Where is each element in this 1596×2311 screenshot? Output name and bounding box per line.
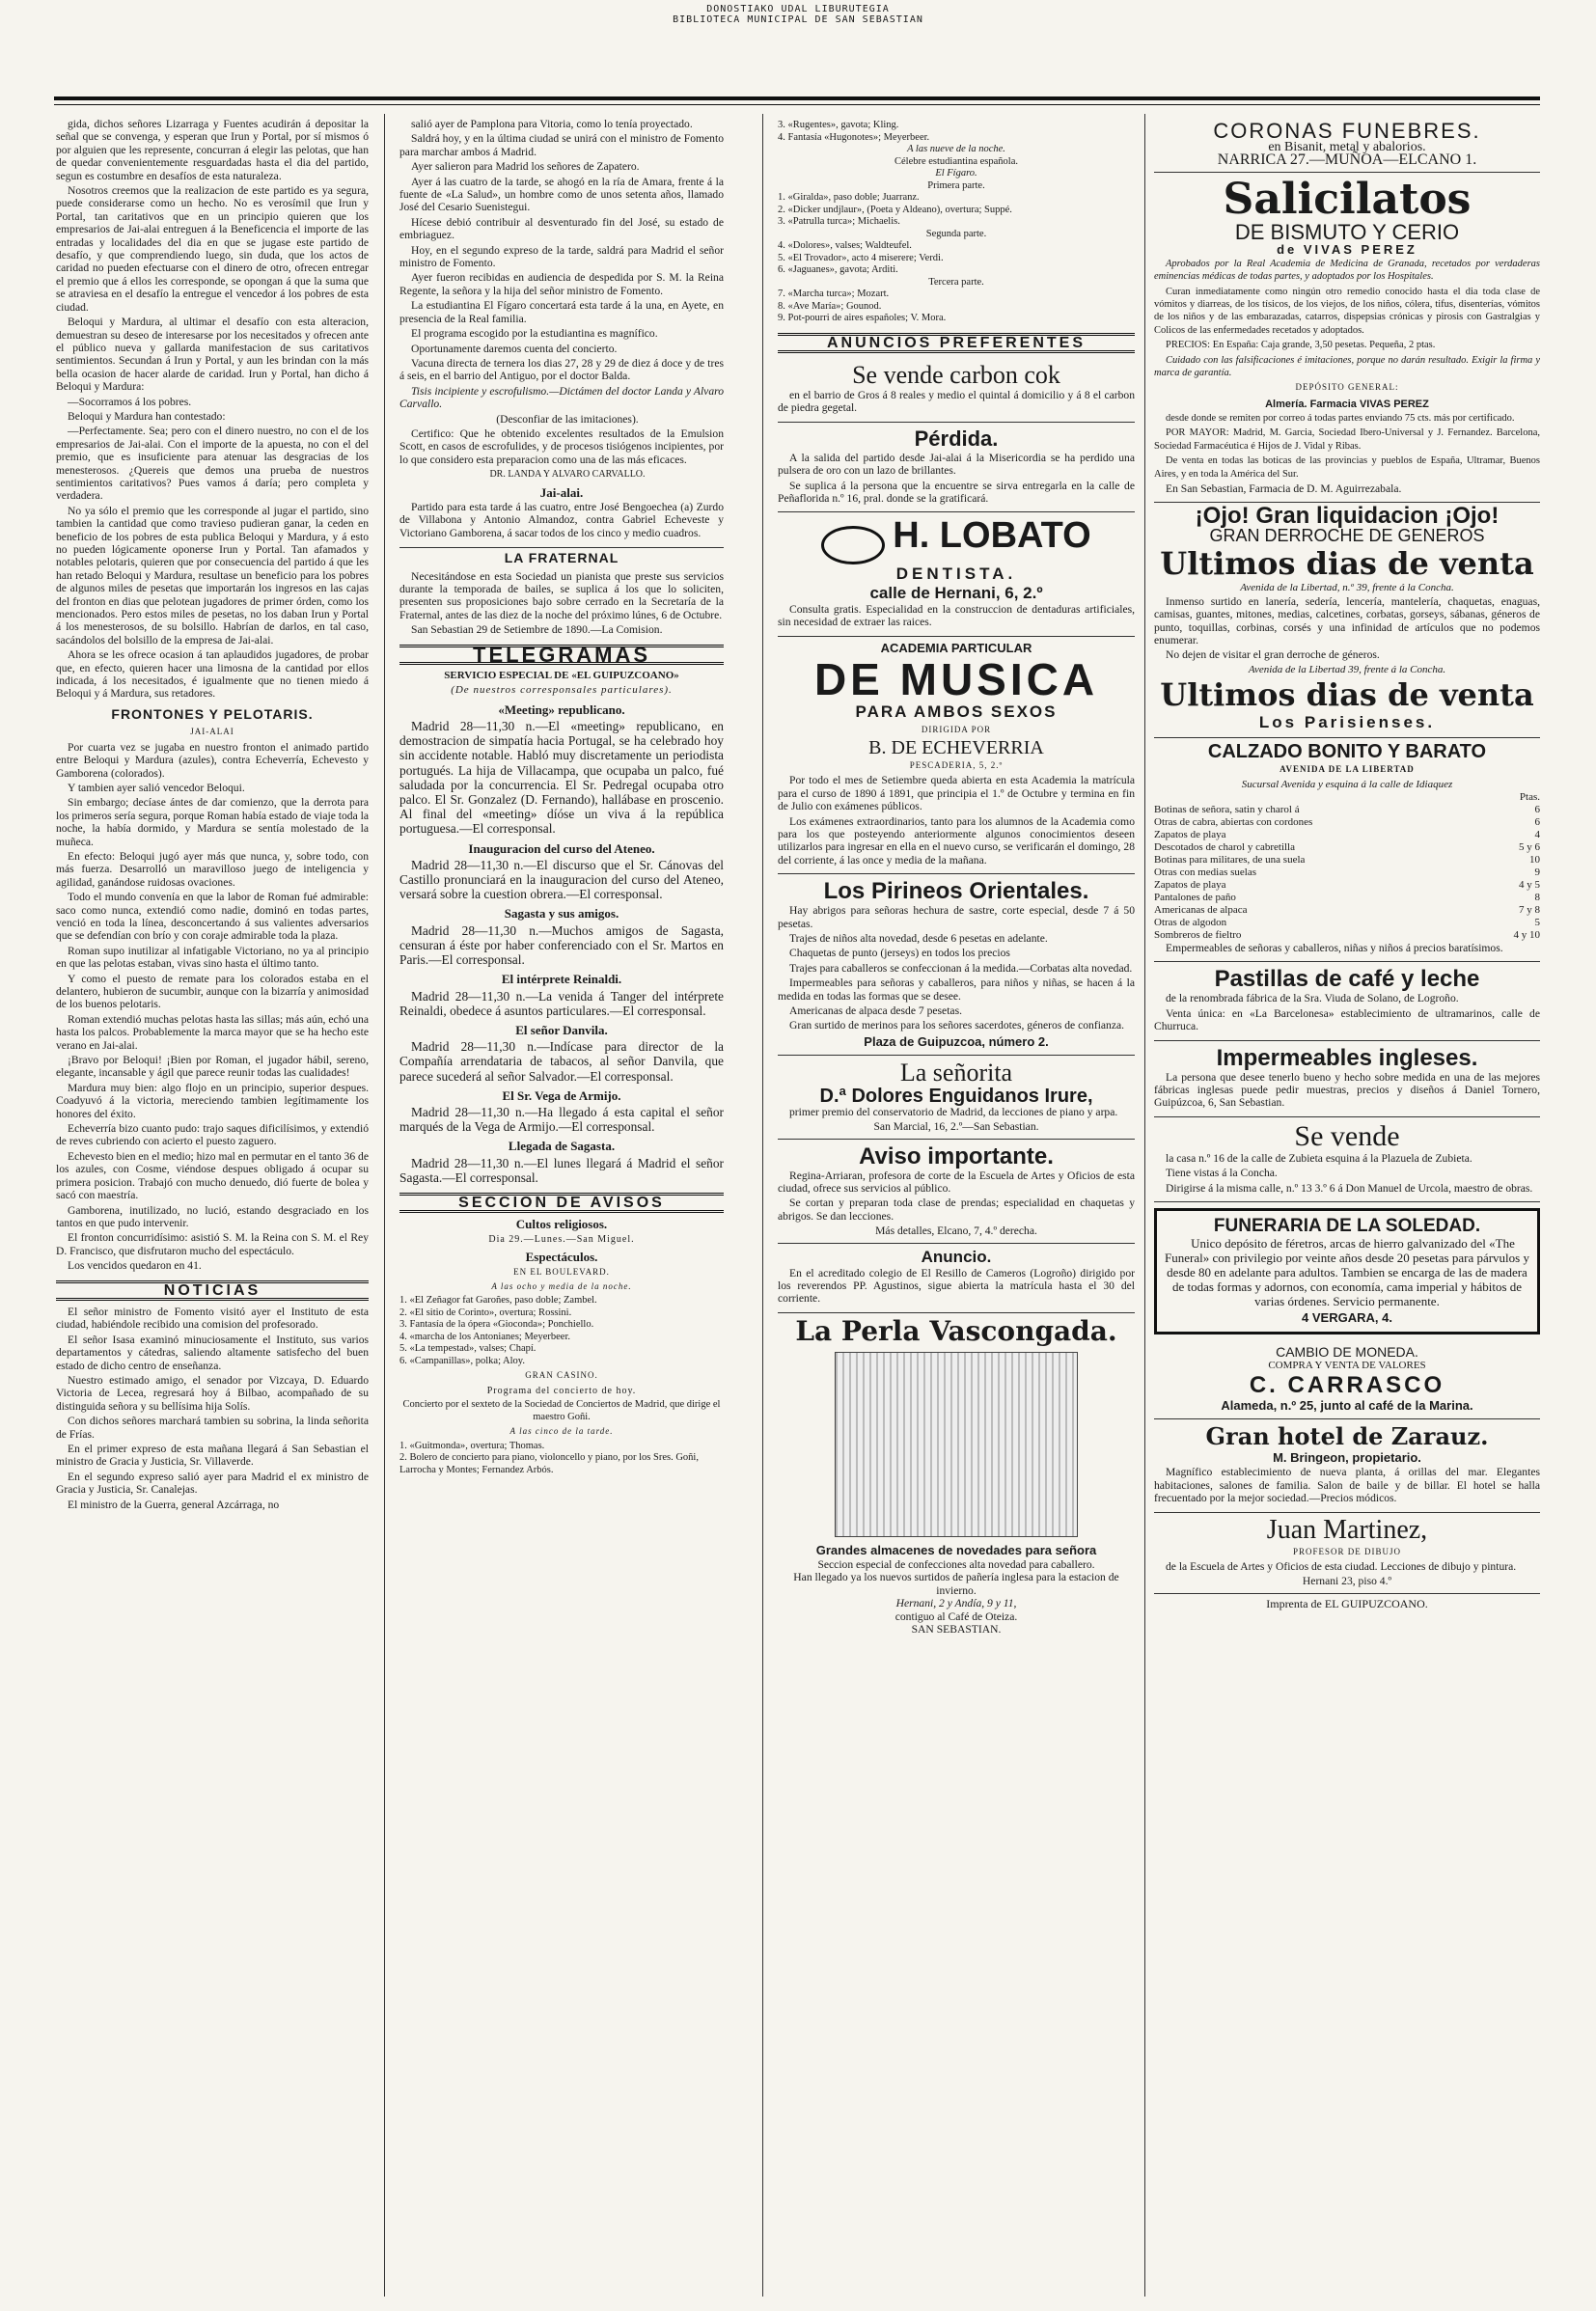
- list-item: El Fígaro.: [935, 168, 977, 179]
- bulevard-heading: EN EL BOULEVARD.: [513, 1266, 610, 1277]
- archive-line-1: DONOSTIAKO UDAL LIBURUTEGIA: [706, 4, 890, 14]
- ad-text: En el acreditado colegio de El Resillo de Cameros (Logroño) dirigido por los reverendos PP. Agustinos, sigue abierta la matrícula hasta el 30 del corriente.: [778, 1266, 1135, 1306]
- price-item: Botinas para militares, de una suela: [1154, 853, 1306, 866]
- ad-title: Pérdida.: [914, 426, 999, 451]
- ad-martinez: [1154, 1513, 1540, 1594]
- telegram-text: Madrid 28—11,30 n.—El discurso que el Sr. Cánovas del Castillo pronunciará en la inauguracion del curso del Ateneo, versará sobre la cuestion obrera.—El corresponsal.: [399, 857, 724, 902]
- ad-anuncio: [778, 1244, 1135, 1313]
- price-row: [1154, 841, 1540, 854]
- list-item: 1. «Giralda», paso doble; Juarranz.: [778, 192, 920, 203]
- paragraph: El ministro de la Guerra, general Azcárraga, no: [68, 1498, 280, 1511]
- ad-text: Inmenso surtido en lanería, sedería, lencería, mantelería, chaquetas, enaguas, camisas, guantes, mitones, medias, calcetines, corbatas, gorseys, sábanas, géneros de punto, toquillas, corbinas, corsés y una infinidad de artículos que no podemos enumerar.: [1154, 594, 1540, 647]
- ad-line: PROFESOR DE DIBUJO: [1292, 1546, 1402, 1556]
- paragraph: Sin embargo; decíase ántes de dar comienzo, que la derrota para los primeros sería segura, porque Roman había estado de viaje toda la noche, la había dormido, y Mardura se sentía molestado de la muñeca.: [56, 796, 369, 848]
- paragraph: Partido para esta tarde á las cuatro, entre José Bengoechea (a) Zurdo de Villabona y Antonio Almandoz, contra Gabriel Echeveste y Victoriano Gamborena, á sacar todos de los cinco y medio cuadros.: [399, 500, 724, 539]
- price-value: 5: [1534, 916, 1540, 928]
- telegramas-heading: TELEGRAMAS: [399, 645, 724, 665]
- ad-line: Seccion especial de confecciones alta novedad para caballero.: [817, 1557, 1095, 1571]
- price-value: 4: [1534, 828, 1540, 840]
- ad-title: La Perla Vascongada.: [795, 1314, 1117, 1347]
- ad-line: Grandes almacenes de novedades para señora: [815, 1542, 1097, 1557]
- bulevard-time: A las ocho y media de la noche.: [491, 1280, 632, 1291]
- paragraph: La estudiantina El Fígaro concertará esta tarde á la una, en Ayete, en presencia de la Real familia.: [399, 299, 724, 325]
- imprenta-line: Imprenta de EL GUIPUZCOANO.: [1266, 1596, 1428, 1610]
- ad-liquidacion: [1154, 503, 1540, 738]
- paragraph: Beloqui y Mardura, al ultimar el desafío con esta alteracion, demuestran su deseo de interesarse por los necesitados y ofrecen ante el público nueva y gallarda manifestacion de sus caritativos sentimientos. Secundan á Irun y Portal, y aun les brindan con la más bella ocasion de hacer alarde de caridad. Irun y Portal, han dicho á Beloqui y Mardura:: [56, 316, 369, 394]
- ad-address: calle de Hernani, 6, 2.º: [869, 583, 1043, 602]
- price-value: 6: [1534, 803, 1540, 815]
- paragraph: Todo el mundo convenía en que la labor de Roman fué admirable: saco como nunca, extendió como nadie, dominó en todas partes, venció en toda la línea, desconcertando á sus valientes adversarios que se defendían con brío y con coraje admirable toda la plaza.: [56, 891, 369, 943]
- ad-line: en Bisanit, metal y abalorios.: [1268, 140, 1426, 154]
- price-row: [1154, 917, 1540, 929]
- ad-text: Cuidado con las falsificaciones é imitaciones, porque no darán resultado. Exigir la firma y marca de garantía.: [1154, 354, 1540, 379]
- list-item: 5. «La tempestad», valses; Chapí.: [399, 1343, 537, 1355]
- ad-title: Juan Martinez,: [1266, 1514, 1428, 1545]
- paragraph: Tisis incipiente y escrofulismo.—Dictámen del doctor Landa y Alvaro Carvallo.: [399, 384, 724, 411]
- list-item: 2. Bolero de concierto para piano, violoncello y piano, por los Sres. Goñi, Larrocha y Montes; Fernandez Arbós.: [399, 1452, 699, 1475]
- list-item: Segunda parte.: [925, 228, 987, 239]
- ad-text: Chaquetas de punto (jerseys) en todos los precios: [789, 947, 1010, 960]
- ad-sub: Los Parisienses.: [1258, 713, 1436, 732]
- column-3: [778, 118, 1135, 2294]
- ad-line: COMPRA Y VENTA DE VALORES: [1268, 1360, 1426, 1372]
- ad-by: de VIVAS PEREZ: [1277, 241, 1417, 257]
- ad-line: NARRICA 27.—MUÑOA—ELCANO 1.: [1217, 151, 1477, 169]
- price-row: [1154, 892, 1540, 904]
- paragraph: Ayer salieron para Madrid los señores de Zapatero.: [411, 160, 640, 174]
- price-item: Pantalones de paño: [1154, 891, 1236, 903]
- ad-title: ¡Ojo! Gran liquidacion ¡Ojo!: [1195, 503, 1500, 530]
- casino-time: A las cinco de la tarde.: [509, 1426, 614, 1437]
- paragraph: Hoy, en el segundo expreso de la tarde, saldrá para Madrid el señor ministro de Fomento.: [399, 243, 724, 270]
- column-2: [399, 118, 724, 2294]
- ad-name: D.ª Dolores Enguidanos Irure,: [819, 1085, 1093, 1107]
- paragraph: En el segundo expreso salió ayer para Madrid el ex ministro de Gracia y Justicia, Sr. Canalejas.: [56, 1470, 369, 1497]
- paragraph: San Sebastian 29 de Setiembre de 1890.—La Comision.: [411, 623, 663, 637]
- fraternal-heading: LA FRATERNAL: [399, 547, 724, 564]
- concert-program: [778, 120, 1135, 325]
- price-item: Botinas de señora, satin y charol á: [1154, 803, 1300, 815]
- ad-senorita: [778, 1056, 1135, 1140]
- ad-text: Regina-Arriaran, profesora de corte de la Escuela de Artes y Oficios de esta ciudad, ofrece sus servicios al público.: [778, 1169, 1135, 1196]
- ad-text: Unico depósito de féretros, arcas de hierro galvanizado del «The Funeral» con privilegio por veinte años desde 20 pesetas para párvulos y desde 80 en adelante para adultos. Tambien se encarga de las de madera de todas formas y adornos, con economía, cama imperial y hábitos de varias órdenes. Servicio permanente.: [1165, 1236, 1529, 1309]
- list-item: 2. «Dicker undjlaur», (Poeta y Aldeano), overtura; Suppé.: [778, 204, 1012, 215]
- casino-program: Programa del concierto de hoy.: [486, 1385, 637, 1396]
- paragraph: Vacuna directa de ternera los dias 27, 28 y 29 de diez á doce y de tres á seis, en el barrio del Antiguo, por el doctor Balda.: [399, 356, 724, 383]
- ad-lobato: [778, 512, 1135, 636]
- list-item: Tercera parte.: [928, 276, 984, 288]
- ad-text: POR MAYOR: Madrid, M. Garcia, Sociedad Ibero-Universal y J. Fernandez. Barcelona, Sociedad Farmacéutica é Hijos de J. Vidal y Ribas.: [1154, 427, 1540, 452]
- ad-address: Avenida de la Libertad 39, frente á la Concha.: [1248, 663, 1446, 675]
- col1-intro: [56, 118, 369, 701]
- telegram-text: Madrid 28—11,30 n.—Ha llegado á esta capital el señor marqués de la Vega de Armijo.—El corresponsal.: [399, 1104, 724, 1135]
- column-1: [56, 118, 369, 2294]
- ad-perla: [778, 1313, 1135, 1640]
- paragraph: El programa escogido por la estudiantina es magnífico.: [411, 327, 658, 341]
- list-item: 3. Fantasía de la ópera «Gioconda»; Ponchiello.: [399, 1319, 594, 1331]
- ad-address: Plaza de Guipuzcoa, número 2.: [864, 1033, 1049, 1049]
- price-row: [1154, 879, 1540, 892]
- price-value: 5 y 6: [1519, 840, 1540, 853]
- paragraph: Oportunamente daremos cuenta del concierto.: [411, 342, 618, 355]
- paragraph: Roman extendió muchas pelotas hasta las sillas; más aún, echó una hasta los palcos. Probablemente la marca mayor que se ha hecho este verano en Jai-alai.: [56, 1012, 369, 1052]
- ad-pastillas: [1154, 962, 1540, 1040]
- price-value: 7 y 8: [1519, 903, 1540, 916]
- price-item: Descotados de charol y cabretilla: [1154, 840, 1295, 853]
- casino-heading: GRAN CASINO.: [525, 1370, 598, 1381]
- ad-title: DE MUSICA: [813, 653, 1099, 704]
- ad-text: Venta única: en «La Barcelonesa» establecimiento de ultramarinos, calle de Churruca.: [1154, 1006, 1540, 1033]
- corr-line: (De nuestros corresponsales particulares).: [451, 684, 673, 697]
- ad-text: Trajes para caballeros se confeccionan á la medida.—Corbatas alta novedad.: [789, 961, 1133, 975]
- signature: DR. LANDA Y ALVARO CARVALLO.: [489, 469, 646, 481]
- ad-calzado: [1154, 738, 1540, 962]
- telegram-heading: El intérprete Reinaldi.: [501, 972, 622, 987]
- ad-text: En San Sebastian, Farmacia de D. M. Aguirrezabala.: [1166, 481, 1402, 495]
- casino-text: Concierto por el sexteto de la Sociedad de Conciertos de Madrid, que dirige el maestro Goñi.: [402, 1399, 721, 1422]
- header-rule-thin: [54, 104, 1540, 105]
- price-item: Otras de cabra, abiertas con cordones: [1154, 815, 1313, 828]
- jaialai-subheading: JAI-ALAI: [190, 727, 234, 737]
- ad-text: primer premio del conservatorio de Madrid, da lecciones de piano y arpa.: [789, 1105, 1118, 1118]
- col2-intro: [399, 118, 724, 481]
- paragraph: En el primer expreso de esta mañana llegará á San Sebastian el ministro de Gracia y Justicia, Sr. Villaverde.: [56, 1443, 369, 1469]
- ad-pirineos: [778, 874, 1135, 1056]
- ad-sub: DE BISMUTO Y CERIO: [1234, 219, 1460, 244]
- paragraph: No ya sólo el premio que les corresponde al jugar el partido, sino tambien la cantidad que como travieso pudieran ganar, la ceden en beneficio de los pobres de esta publica Beloqui y Mardura, y á esto no pueden lógicamente oponerse Irun y Portal. Tan afamados y notables pelotaris, quieren que por consecuencia del partido á que les han retado Beloqui y Mardura, resultase un beneficio para los pobres de algunos miles de pesetas que importarán los ingresos en las cajas del fronton en dias que pelotean jugadores de primer órden, como los mencionados. Pero estos miles de pesetas, no los daban Irun y Portal á los menesterosos, de su bolsillo. Habrían de darlos, en tal caso, sacándolos del bolsillo de la empresa de Jai-alai.: [56, 504, 369, 647]
- ad-line: Almería. Farmacia VIVAS PEREZ: [1265, 398, 1429, 410]
- ad-text: Hay abrigos para señoras hechura de sastre, corte especial, desde 7 á 50 pesetas.: [778, 904, 1135, 930]
- list-item: 6. «Jaguanes», gavota; Arditi.: [778, 264, 898, 275]
- telegram-list: [399, 702, 724, 1185]
- telegram-heading: Llegada de Sagasta.: [508, 1139, 616, 1154]
- ad-text: Gran surtido de merinos para los señores sacerdotes, géneros de confianza.: [789, 1019, 1125, 1032]
- ad-text: No dejen de visitar el gran derroche de géneros.: [1166, 648, 1380, 662]
- archive-header: [0, 4, 1596, 25]
- paragraph: El fronton concurridísimo: asistió S. M. la Reina con S. M. el Rey D. Francisco, que disfrutaron mucho del espectáculo.: [56, 1231, 369, 1257]
- column-separator: [1144, 114, 1145, 2297]
- ad-title: FUNERARIA DE LA SOLEDAD.: [1213, 1216, 1481, 1237]
- price-value: 4 y 10: [1513, 928, 1540, 941]
- ad-title: Aviso importante.: [859, 1142, 1054, 1169]
- list-item: 7. «Marcha turca»; Mozart.: [778, 289, 890, 299]
- ad-text: Empermeables de señoras y caballeros, niñas y niños á precios baratísimos.: [1166, 941, 1503, 954]
- paragraph: Y tambien ayer salió vencedor Beloqui.: [68, 781, 245, 794]
- list-item: 2. «El sitio de Corinto», overtura; Rossini.: [399, 1307, 572, 1318]
- list-item: 4. Fantasía «Hugonotes»; Meyerbeer.: [778, 131, 930, 143]
- paragraph: Beloqui y Mardura han contestado:: [68, 409, 226, 423]
- ad-text: Impermeables para señoras y caballeros, para niños y niñas, se hacen á la medida en todas las formas que se desee.: [778, 977, 1135, 1003]
- price-header: [1154, 791, 1540, 804]
- ad-line: DIRIGIDA POR: [921, 724, 992, 734]
- price-row: [1154, 804, 1540, 816]
- ad-text: Aprobados por la Real Academia de Medicina de Granada, recetados por verdaderas eminencias médicas de todas partes, y adoptados por los Hospitales.: [1154, 258, 1540, 283]
- telegram-heading: El Sr. Vega de Armijo.: [502, 1087, 621, 1103]
- price-row: [1154, 816, 1540, 829]
- ad-title: Ultimos dias de venta: [1160, 545, 1534, 583]
- paragraph: El señor Isasa examinó minuciosamente el Instituto, sus varios departamentos y cátedras, saliendo altamente satisfecho del buen estado de dicho centro de enseñanza.: [56, 1333, 369, 1372]
- telegram-heading: Inauguracion del curso del Ateneo.: [468, 840, 655, 856]
- ad-cambio: [1154, 1340, 1540, 1419]
- store-building-illustration: [835, 1352, 1078, 1537]
- telegram-heading: El señor Danvila.: [515, 1022, 608, 1037]
- telegram-text: Madrid 28—11,30 n.—La venida á Tanger del intérprete Reinaldi, obedece á asuntos particulares.—El corresponsal.: [399, 988, 724, 1018]
- paragraph: Gamborena, inutilizado, no lució, estando desgraciado en los tantos en que pudo intervenir.: [56, 1203, 369, 1229]
- paragraph: —Perfectamente. Sea; pero con el dinero nuestro, no con el de los empresarios de Jai-alai. Con el importe de la apuesta, no con el del premio, que es insuficiente para atenuar las desgracias de los menesterosos. ¿Quereis que demos una prueba de nuestros sentimientos caritativos? Pues vamos á daría; pero completa y verdadera.: [56, 425, 369, 503]
- list-item: 8. «Ave María»; Gounod.: [778, 300, 882, 312]
- paragraph: Ayer fueron recibidas en audiencia de despedida por S. M. la Reina Regente, la señora y la hija del señor ministro de Fomento.: [399, 271, 724, 297]
- price-row: [1154, 854, 1540, 867]
- ad-text: en el barrio de Gros á 8 reales y medio el quintal á domicilio y á 8 el carbon de piedra gegetal.: [778, 388, 1135, 415]
- paragraph: El señor ministro de Fomento visitó ayer el Instituto de esta ciudad, habiéndole recibido una comision del profesorado.: [56, 1305, 369, 1332]
- ad-address: Más detalles, Elcano, 7, 4.º derecha.: [875, 1224, 1037, 1238]
- price-item: Zapatos de playa: [1154, 828, 1226, 840]
- price-value: 8: [1534, 891, 1540, 903]
- telegram-heading: Sagasta y sus amigos.: [504, 906, 619, 922]
- ad-hotel: [1154, 1419, 1540, 1512]
- ad-address: Avenida de la Libertad, n.º 39, frente á la Concha.: [1240, 582, 1454, 594]
- list-item: 3. «Rugentes», gavota; Kling.: [778, 120, 899, 130]
- telegram-heading: «Meeting» republicano.: [498, 702, 625, 717]
- list-item: 1. «El Zeñagor fat Garoñes, paso doble; Zambel.: [399, 1295, 597, 1307]
- price-value: 10: [1529, 853, 1540, 866]
- price-item: Americanas de alpaca: [1154, 903, 1248, 916]
- ad-text: Curan inmediatamente como ningún otro remedio conocido hasta el dia toda clase de vómitos y diarreas, de los tísicos, de los viejos, de los niños, cólera, tifus, disenterías, vómitos de los niños y de las embarazadas, catarros, dispepsias crónicas y pirosis con Gastralgias y Colicos de las enfermedades recetados y adoptados.: [1154, 286, 1540, 336]
- ad-text: Se cortan y preparan toda clase de prendas; especialidad en chaquetas y abrigos. Se dan lecciones.: [778, 1197, 1135, 1223]
- ad-text: de la Escuela de Artes y Oficios de esta ciudad. Lecciones de dibujo y pintura.: [1166, 1560, 1517, 1574]
- ad-title: La señorita: [899, 1058, 1013, 1087]
- list-item: Primera parte.: [927, 179, 985, 191]
- paragraph: Necesitándose en esta Sociedad un pianista que preste sus servicios durante la temporada de bailes, se suplica á los que lo soliciten, presenten sus proposiciones bajo sobre cerrado en la Secretaría de la Fraternal, antes de las diez de la noche del próximo lúnes, 6 de Octubre.: [399, 569, 724, 621]
- noticias-article: [56, 1306, 369, 1511]
- ad-line: Han llegado ya los nuevos surtidos de pañería inglesa para la estacion de invierno.: [793, 1571, 1119, 1597]
- ad-title-row: [778, 516, 1135, 564]
- ad-text: A la salida del partido desde Jai-alai á la Misericordia se ha perdido una pulsera de oro con un lazo de brillantes.: [778, 451, 1135, 478]
- ad-line: Alameda, n.º 25, junto al café de la Marina.: [1221, 1398, 1473, 1414]
- price-row: [1154, 929, 1540, 942]
- ad-title: CORONAS FUNEBRES.: [1213, 119, 1481, 143]
- ad-line: Sucursal Avenida y esquina á la calle de Idiaquez: [1241, 778, 1453, 790]
- ad-text: la casa n.º 16 de la calle de Zubieta esquina á la Plazuela de Zubieta.: [1166, 1151, 1472, 1165]
- ad-title: Pastillas de café y leche: [1214, 966, 1480, 993]
- paragraph: Hícese debió contribuir al desventurado fin del José, su estado de embriaguez.: [399, 215, 724, 242]
- paragraph: Certifico: Que he obtenido excelentes resultados de la Emulsion Scott, en casos de escrofulides, y de procesos tisiógenos incipientes, por lo que considero esta preparacion como una de las más eficaces.: [399, 426, 724, 466]
- ad-title: Se vende carbon cok: [852, 360, 1060, 389]
- telegram-text: Madrid 28—11,30 n.—El lunes llegará á Madrid el señor Sagasta.—El corresponsal.: [399, 1155, 724, 1185]
- ad-title: CALZADO BONITO Y BARATO: [1207, 741, 1487, 763]
- list-item: 5. «El Trovador», acto 4 miserere; Verdi.: [778, 252, 944, 263]
- ad-line: PARA AMBOS SEXOS: [855, 702, 1058, 721]
- ad-text: de la renombrada fábrica de la Sra. Viuda de Solano, de Logroño.: [1166, 992, 1459, 1005]
- price-item: Otras con medias suelas: [1154, 866, 1256, 878]
- ad-line: Hernani, 2 y Andía, 9 y 11,: [895, 1597, 1017, 1610]
- price-list: [1154, 791, 1540, 942]
- espectaculos-heading: Espectáculos.: [525, 1250, 598, 1265]
- ad-title: Ultimos dias de venta: [1160, 676, 1534, 714]
- ad-salicilatos: [1154, 173, 1540, 504]
- paragraph: salió ayer de Pamplona para Vitoria, como lo tenía proyectado.: [411, 118, 693, 130]
- archive-line-2: BIBLIOTECA MUNICIPAL DE SAN SEBASTIAN: [673, 14, 923, 25]
- price-row: [1154, 867, 1540, 879]
- ad-title: Se vende: [1294, 1119, 1400, 1152]
- price-value: 4 y 5: [1519, 878, 1540, 891]
- casino-list: [399, 1441, 724, 1477]
- cultos-text: Dia 29.—Lunes.—San Miguel.: [488, 1233, 635, 1245]
- paragraph: Por cuarta vez se jugaba en nuestro fronton el animado partido entre Beloqui y Mardura (azules), contra Echeverría, Echevesto y Gamborena (colorados).: [56, 740, 369, 780]
- ad-line: SAN SEBASTIAN.: [911, 1622, 1002, 1636]
- ad-line: M. Bringeon, propietario.: [1273, 1450, 1421, 1466]
- service-line: SERVICIO ESPECIAL DE «EL GUIPUZCOANO»: [444, 670, 679, 682]
- list-item: 3. «Patrulla turca»; Michaelis.: [778, 216, 900, 227]
- column-separator: [384, 114, 385, 2297]
- list-item: A las nueve de la noche.: [907, 144, 1005, 154]
- paragraph: Nuestro estimado amigo, el senador por Vizcaya, D. Eduardo Victoria de Lecea, regresará hoy á Bilbao, acompañado de su distinguida señora y su bellísima hija Solís.: [56, 1373, 369, 1413]
- ad-sevende: [1154, 1117, 1540, 1202]
- paragraph: Nosotros creemos que la realizacion de este partido es ya segura, puede considerarse como un hecho. No es verosímil que Irun y Portal, tan caritativos que en un principio quieren que los empresarios de Jai-alai entreguen á la Beneficencia el importe de las entradas y localidades del dia en que se jugase este partido de desafío, y que comprendiendo luego, sin duda, que los actos de caridad no pueden efectuarse con el dinero de otro, ofrecen entregar el premio que á ellos les corresponde, se opongan á que la suma que se atraviesa en el desafío la entregue el vencedor á los pobres de esta ciudad.: [56, 184, 369, 314]
- ad-title: Anuncio.: [921, 1247, 992, 1266]
- paragraph: Y como el puesto de remate para los colorados estaba en el delantero, hubieron de sucumbir, aunque con la bizarría y animosidad de los buenos pelotaris.: [56, 972, 369, 1011]
- cultos-heading: Cultos religiosos.: [515, 1217, 608, 1232]
- ad-text: Dirigirse á la misma calle, n.º 13 3.º 6 á Don Manuel de Urcola, maestro de obras.: [1166, 1181, 1533, 1195]
- ad-perdida: [778, 423, 1135, 513]
- ad-text: Los exámenes extraordinarios, tanto para los alumnos de la Academia como para los que posteyendo anteriormente algunos conocimientos deseen utilizarlos para ingresar en ella en el nuevo curso, se verificarán el domingo, 28 del corriente, á las once y media de la mañana.: [778, 814, 1135, 867]
- ad-text: Consulta gratis. Especialidad en la construccion de dentaduras artificiales, sin necesidad de extraer las raices.: [778, 602, 1135, 629]
- price-value: 9: [1534, 866, 1540, 878]
- paragraph: Ahora se les ofrece ocasion á tan aplaudidos jugadores, de probar que, en efecto, quieren hacer una limosna de la cantidad por ellos indicada, á los necesitados, é igualmente que no tienen miedo á Beloqui y á Mardura, sus retadores.: [56, 648, 369, 701]
- paragraph: ¡Bravo por Beloqui! ¡Bien por Roman, el jugador hábil, sereno, elegante, incansable y ágil que parece reunir todas las cualidades!: [56, 1054, 369, 1080]
- price-value: 6: [1534, 815, 1540, 828]
- ad-text: La persona que desee tenerlo bueno y hecho sobre medida en una de las mejores fábricas inglesas puede pedir muestras, precios y diseños á Daniel Tornero, Guipúzcoa, 6, San Sebastian.: [1154, 1070, 1540, 1110]
- ad-text: desde donde se remiten por correo á todas partes enviando 75 cts. más por certificado.: [1166, 412, 1515, 424]
- ad-text: Se suplica á la persona que la encuentre se sirva entregarla en la calle de Peñaflorida n.º 16, pral. donde se la gratificará.: [778, 479, 1135, 505]
- ad-coronas: [1154, 118, 1540, 173]
- paragraph: Saldrá hoy, y en la última ciudad se unirá con el ministro de Fomento para marchar ambos á Madrid.: [399, 132, 724, 158]
- paragraph: En efecto: Beloqui jugó ayer más que nunca, y, sobre todo, con más fuerza. Desarrolló un maravilloso juego de inteligencia y agilidad, ganándose ruidosas ovaciones.: [56, 849, 369, 889]
- list-item: 4. «Dolores», valses; Waldteufel.: [778, 240, 912, 251]
- ad-address: Hernani 23, piso 4.º: [1302, 1575, 1392, 1588]
- price-item: Otras de algodon: [1154, 916, 1227, 928]
- paragraph: Roman supo inutilizar al infatigable Victoriano, no ya al principio en que las pelotas estaban, vivas sino hasta el último tanto.: [56, 944, 369, 971]
- column-4: [1154, 118, 1540, 2294]
- ad-text: Por todo el mes de Setiembre queda abierta en esta Academia la matrícula para el curso de 1890 á 1891, que principia el 1.º de Octubre y termina en fin de Julio con exámenes públicos.: [778, 774, 1135, 813]
- paragraph: Ayer á las cuatro de la tarde, se ahogó en la ría de Amara, frente á la fuente de «La Salud», un hombre como de unos setenta años, llamado José del Cesario Suenistegui.: [399, 175, 724, 214]
- paragraph: (Desconfiar de las imitaciones).: [496, 412, 639, 426]
- list-item: Célebre estudiantina española.: [894, 155, 1018, 167]
- price-row: [1154, 829, 1540, 841]
- noticias-heading: NOTICIAS: [56, 1280, 369, 1301]
- ad-text: Trajes de niños alta novedad, desde 6 pesetas en adelante.: [789, 931, 1048, 945]
- ad-title: C. CARRASCO: [1249, 1372, 1445, 1399]
- paragraph: Echeverría bizo cuanto pudo: trajo saques dificilísimos, y extendió de reves cubriendo con acierto el puesto zaguero.: [56, 1122, 369, 1148]
- ad-line: PESCADERIA, 5, 2.º: [909, 759, 1004, 770]
- paragraph: gida, dichos señores Lizarraga y Fuentes acudirán á depositar la señal que se convenga, y esperan que Irun y Portal, por sí mismos ó por alguien que les represente, concurran á elegir las pelotas, que han de quedar convenientemente resguardadas hasta el dia del partido, segun es costumbre en desafíos de esta naturaleza.: [56, 118, 369, 182]
- list-item: 1. «Guitmonda», overtura; Thomas.: [399, 1440, 545, 1451]
- paragraph: Echevesto bien en el medio; hizo mal en permutar en el tanto 36 de los azules, con Cosme, viéndose despues obligado á ocupar su primera posicion. Trabajó con mucho denuedo, dió fuerte de bolea y sacó con maestría.: [56, 1149, 369, 1202]
- list-item: 9. Pot-pourri de aires españoles; V. Mora.: [778, 313, 947, 323]
- ad-sub: DENTISTA.: [895, 564, 1017, 583]
- price-item: Zapatos de playa: [1154, 878, 1226, 891]
- preferentes-heading: ANUNCIOS PREFERENTES: [778, 333, 1135, 353]
- paragraph: Con dichos señores marchará tambien su sobrina, la linda señorita de Frías.: [56, 1415, 369, 1441]
- jaialai-heading: Jai-alai.: [539, 484, 584, 500]
- paragraph: —Socorramos á los pobres.: [68, 395, 192, 408]
- ad-carbon: [778, 358, 1135, 423]
- ad-title: Gran hotel de Zarauz.: [1205, 1422, 1489, 1451]
- ad-title: Los Pirineos Orientales.: [823, 878, 1089, 905]
- frontones-article: [56, 741, 369, 1273]
- price-item: Sombreros de fieltro: [1154, 928, 1242, 941]
- telegram-text: Madrid 28—11,30 n.—Indícase para director de la Compañía arrendataria de tabacos, al señor Danvila, que parece sucederá al señor Salvador.—El corresponsal.: [399, 1039, 724, 1084]
- avisos-heading: SECCION DE AVISOS: [399, 1193, 724, 1213]
- ad-funeraria: [1154, 1208, 1540, 1334]
- ad-musica: [778, 637, 1135, 875]
- ad-line: contiguo al Café de Oteiza.: [894, 1609, 1018, 1623]
- frontones-heading: FRONTONES Y PELOTARIS.: [111, 705, 314, 722]
- dentures-icon: [821, 526, 885, 564]
- ad-title: H. LOBATO: [893, 515, 1091, 557]
- ad-line: ACADEMIA PARTICULAR: [880, 640, 1032, 655]
- ad-line: DEPÓSITO GENERAL:: [1295, 382, 1399, 393]
- ad-text: Tiene vistas á la Concha.: [1166, 1167, 1278, 1180]
- ad-line: CAMBIO DE MONEDA.: [1276, 1344, 1418, 1361]
- price-row: [1154, 904, 1540, 917]
- ad-title: Salicilatos: [1223, 174, 1472, 224]
- telegram-text: Madrid 28—11,30 n.—El «meeting» republicano, en demostracion de simpatía hacia Portugal, se ha celebrado hoy sin accidente notable. Habló muy discretamente un periodista portugués. La hija de Villacampa, que ocupaba un palco, fué saludada por la concurrencia. El Sr. Pedregal ocupaba otro palco. El Sr. Gonzalez (D. Fernando), hallábase en proscenio. Al final del «meeting» díóse un viva á la república portuguesa.—El corresponsal.: [399, 719, 724, 837]
- ad-line: B. DE ECHEVERRIA: [868, 736, 1044, 758]
- ad-sub: AVENIDA DE LA LIBERTAD: [1280, 764, 1415, 775]
- paragraph: Los vencidos quedaron en 41.: [68, 1259, 202, 1273]
- ad-aviso: [778, 1140, 1135, 1244]
- ad-text: PRECIOS: En España: Caja grande, 3,50 pesetas. Pequeña, 2 ptas.: [1166, 340, 1436, 351]
- column-separator: [762, 114, 763, 2297]
- ad-address: San Marcial, 16, 2.º—San Sebastian.: [873, 1120, 1039, 1134]
- ptas-label: Ptas.: [1519, 790, 1540, 803]
- ad-text: Magnífico establecimiento de nueva planta, á orillas del mar. Elegantes habitaciones, salones de familia. Salon de baile y de billar. El hotel se halla frecuentado por la mejor sociedad.—Precios módicos.: [1154, 1466, 1540, 1505]
- paragraph: Mardura muy bien: algo flojo en un principio, superior despues. Coadyuvó á la victoria, mereciendo tambien legítimamente los honores del éxito.: [56, 1081, 369, 1120]
- ad-text: De venta en todas las boticas de las provincias y pueblos de España, Ultramar, Buenos Aires, y en toda la América del Sur.: [1154, 455, 1540, 480]
- ad-sub: GRAN DERROCHE DE GENEROS: [1209, 526, 1485, 546]
- ad-address: 4 VERGARA, 4.: [1302, 1310, 1392, 1326]
- list-item: 6. «Campanillas», polka; Aloy.: [399, 1355, 525, 1366]
- list-item: 4. «marcha de los Antonianes; Meyerbeer.: [399, 1331, 570, 1342]
- bulevard-program: [399, 1295, 724, 1367]
- ad-title: Impermeables ingleses.: [1216, 1044, 1478, 1071]
- ad-text: Americanas de alpaca desde 7 pesetas.: [789, 1004, 962, 1017]
- telegram-text: Madrid 28—11,30 n.—Muchos amigos de Sagasta, censuran á éste por haber conferenciado con el Sr. Martos en Paris.—El corresponsal.: [399, 922, 724, 968]
- ad-impermeables: [1154, 1041, 1540, 1117]
- header-rule: [54, 96, 1540, 100]
